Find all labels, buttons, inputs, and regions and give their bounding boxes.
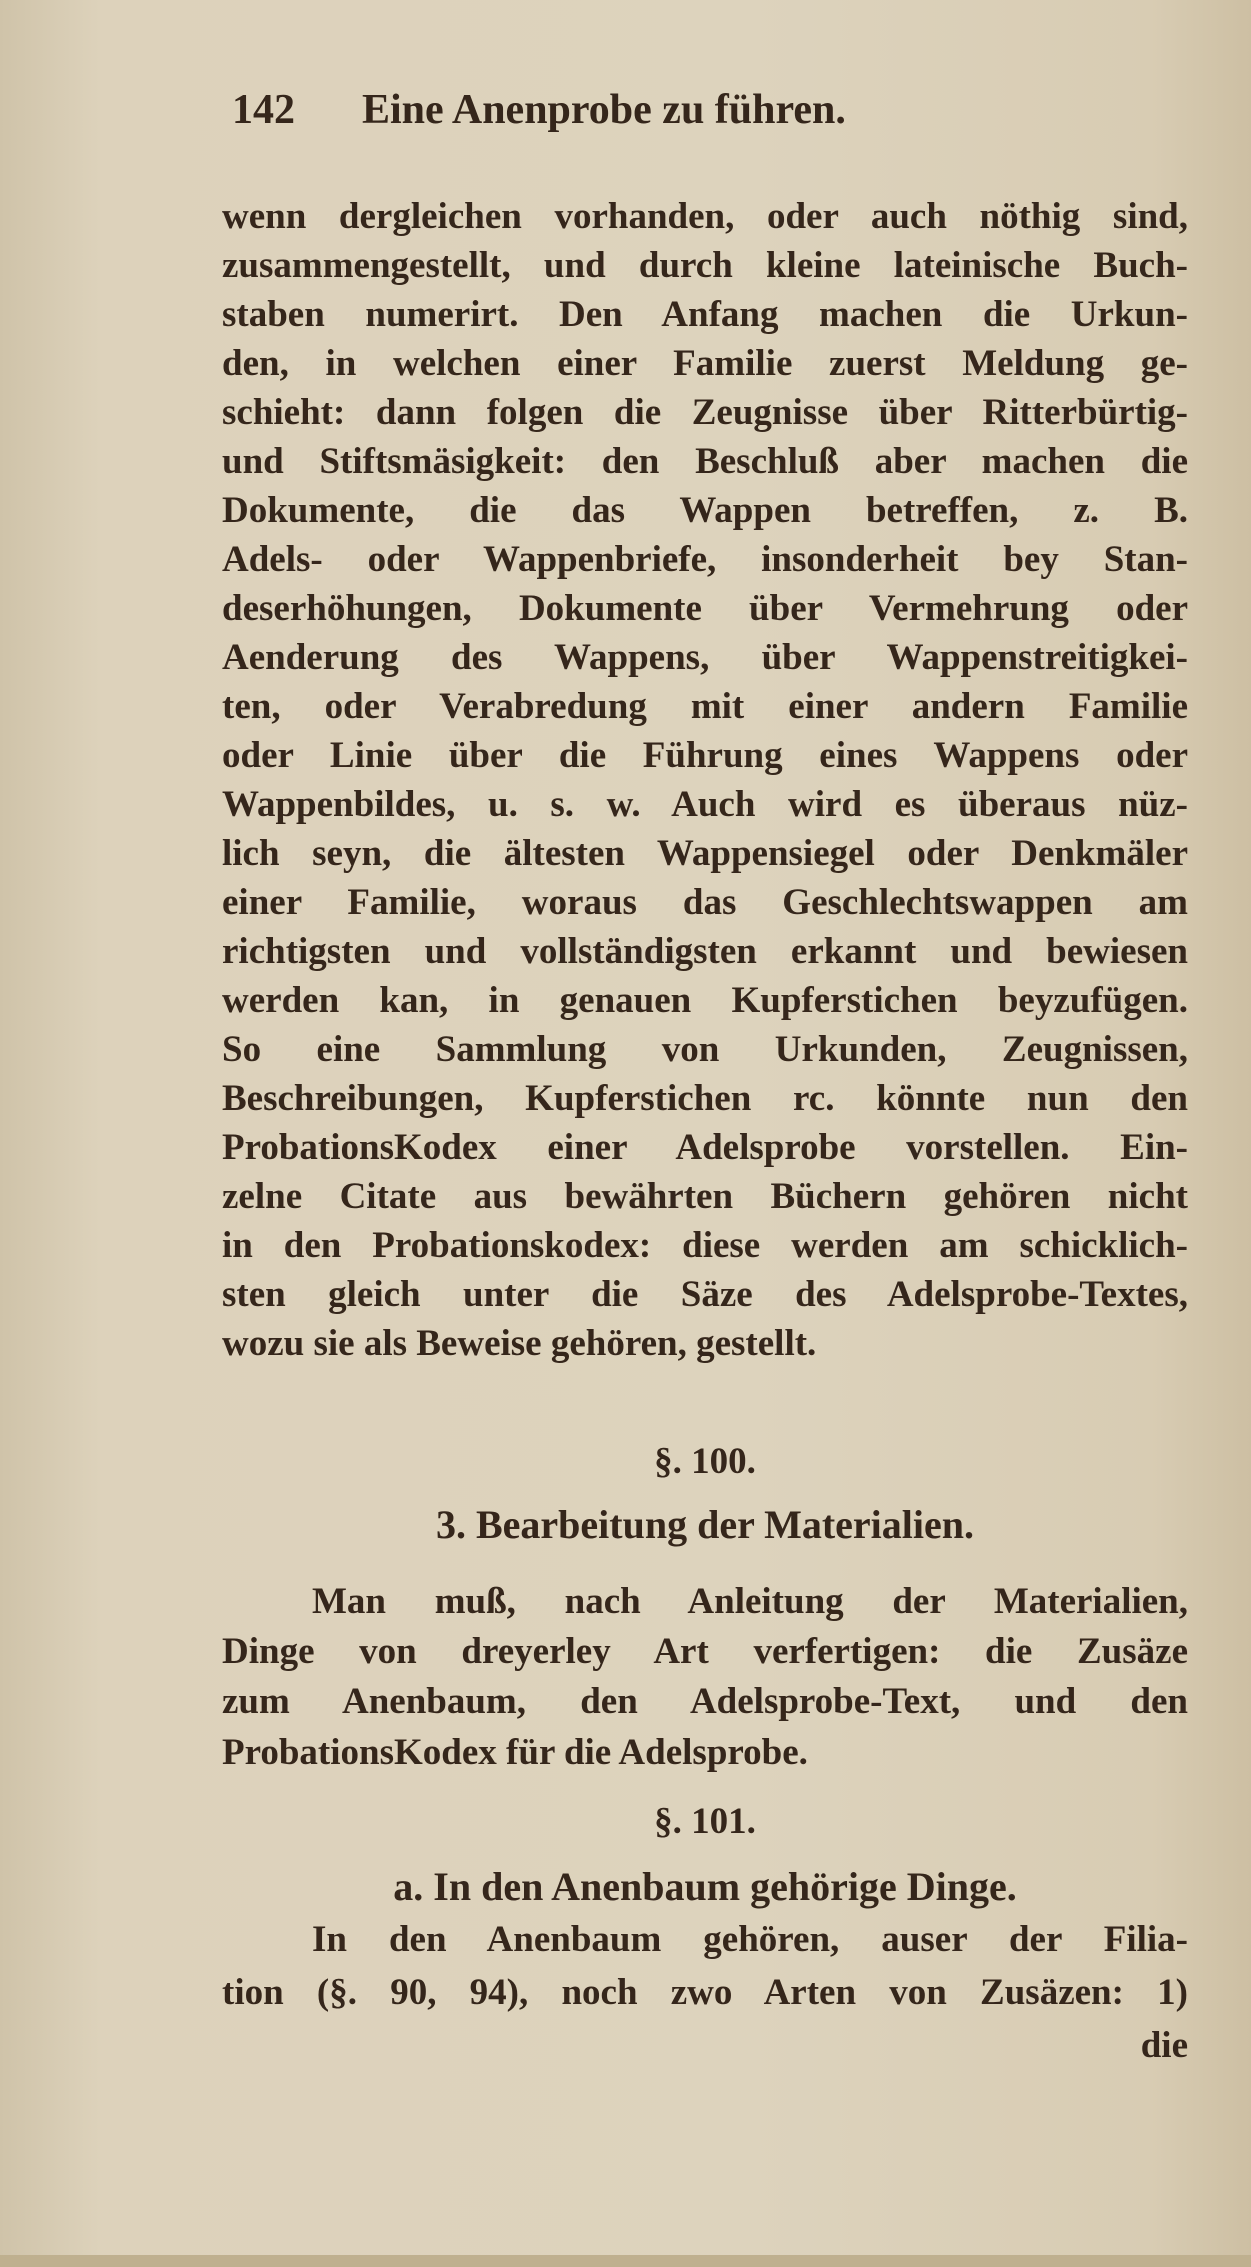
text-line: So eine Sammlung von Urkunden, Zeugnissen, xyxy=(222,1029,1188,1070)
text-line: ProbationsKodex für die Adelsprobe. xyxy=(222,1732,808,1773)
page-edge xyxy=(0,2255,1251,2267)
text-line: Dokumente, die das Wappen betreffen, z. B. xyxy=(222,490,1188,531)
text-line: lich seyn, die ältesten Wappensiegel oder Denkmäler xyxy=(222,833,1188,874)
text-line: Adels- oder Wappenbriefe, insonderheit bey Stan- xyxy=(222,539,1188,580)
text-line: Aenderung des Wappens, über Wappenstreitigkei- xyxy=(222,637,1188,678)
text-line: in den Probationskodex: diese werden am schicklich- xyxy=(222,1225,1188,1266)
text-line: und Stiftsmäsigkeit: den Beschluß aber machen die xyxy=(222,441,1188,482)
text-line: oder Linie über die Führung eines Wappens oder xyxy=(222,735,1188,776)
text-line: wozu sie als Beweise gehören, gestellt. xyxy=(222,1323,817,1364)
section-number-101: §. 101. xyxy=(654,1801,756,1842)
text-line: wenn dergleichen vorhanden, oder auch nöthig sind, xyxy=(222,196,1188,237)
section-heading-100: 3. Bearbeitung der Materialien. xyxy=(435,1502,975,1547)
text-line: ProbationsKodex einer Adelsprobe vorstellen. Ein- xyxy=(222,1127,1188,1168)
text-line: den, in welchen einer Familie zuerst Meldung ge- xyxy=(222,343,1188,384)
text-line: zusammengestellt, und durch kleine lateinische Buch- xyxy=(222,245,1188,286)
running-title: Eine Anenprobe zu führen. xyxy=(362,87,846,133)
text-line: deserhöhungen, Dokumente über Vermehrung oder xyxy=(222,588,1188,629)
text-line: zum Anenbaum, den Adelsprobe-Text, und den xyxy=(222,1681,1188,1722)
text-line: sten gleich unter die Säze des Adelsprobe-Textes, xyxy=(222,1274,1188,1315)
text-line: Man muß, nach Anleitung der Materialien, xyxy=(312,1581,1188,1622)
text-line: schieht: dann folgen die Zeugnisse über Ritterbürtig- xyxy=(222,392,1188,433)
text-line: staben numerirt. Den Anfang machen die Urkun- xyxy=(222,294,1188,335)
text-line: Beschreibungen, Kupferstichen rc. könnte nun den xyxy=(222,1078,1188,1119)
text-line: zelne Citate aus bewährten Büchern gehören nicht xyxy=(222,1176,1188,1217)
running-header xyxy=(232,86,846,134)
section-heading-101: a. In den Anenbaum gehörige Dinge. xyxy=(393,1864,1017,1909)
text-line: In den Anenbaum gehören, auser der Filia- xyxy=(312,1919,1188,1960)
text-line: Dinge von dreyerley Art verfertigen: die Zusäze xyxy=(222,1631,1188,1672)
text-line: werden kan, in genauen Kupferstichen beyzufügen. xyxy=(222,980,1188,1021)
text-line: tion (§. 90, 94), noch zwo Arten von Zusäzen: 1) xyxy=(222,1972,1188,2013)
section-number-100: §. 100. xyxy=(654,1441,756,1482)
page-number: 142 xyxy=(232,87,295,133)
catchword: die xyxy=(1140,2025,1188,2066)
text-line: einer Familie, woraus das Geschlechtswappen am xyxy=(222,882,1188,923)
text-line: ten, oder Verabredung mit einer andern Familie xyxy=(222,686,1188,727)
text-line: Wappenbildes, u. s. w. Auch wird es überaus nüz- xyxy=(222,784,1188,825)
text-line: richtigsten und vollständigsten erkannt und bewiesen xyxy=(222,931,1188,972)
